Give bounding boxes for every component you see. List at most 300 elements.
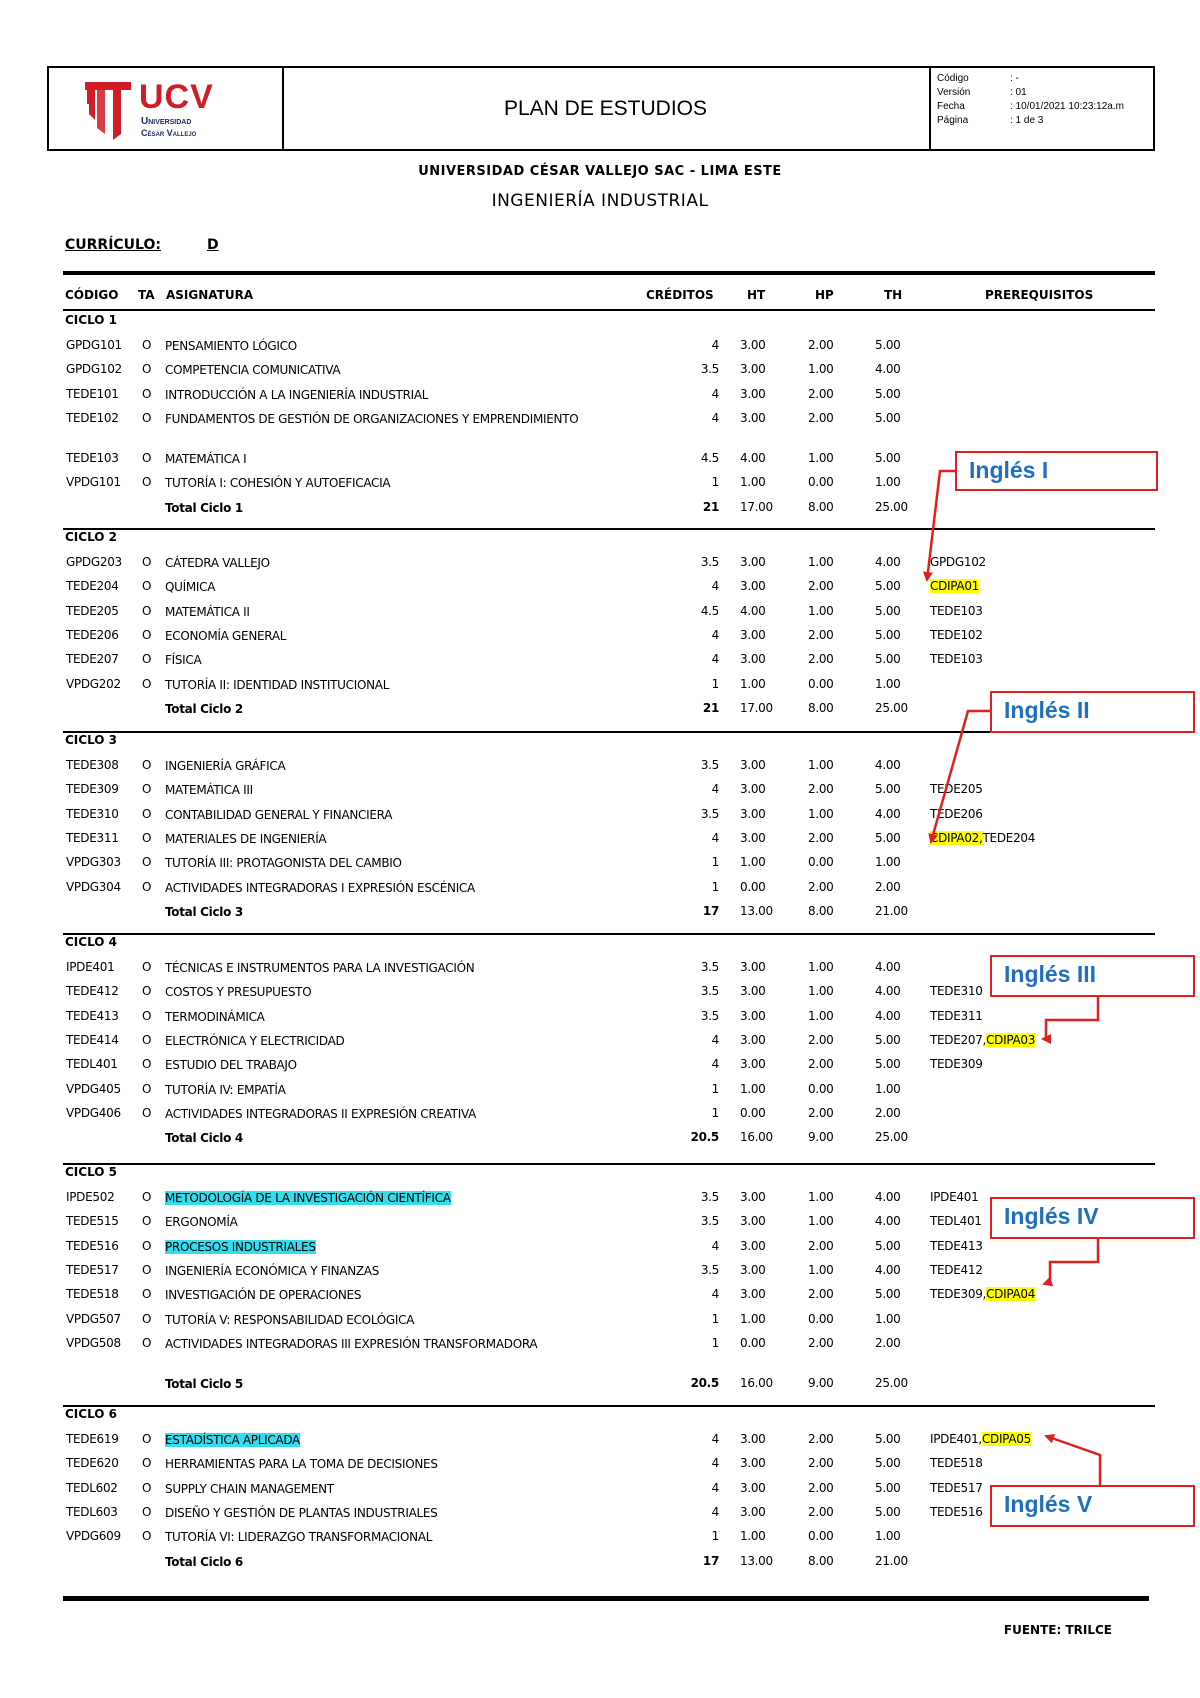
course-credits: 4 bbox=[711, 386, 719, 401]
course-code: TEDE102 bbox=[66, 410, 119, 425]
course-name bbox=[165, 1287, 520, 1303]
cycle-total-row bbox=[0, 500, 1200, 520]
course-credits: 4 bbox=[711, 579, 719, 594]
col-header-prereq: PREREQUISITOS bbox=[985, 288, 1094, 302]
course-name-text: COMPETENCIA COMUNICATIVA bbox=[165, 363, 341, 378]
table-row bbox=[0, 579, 1200, 599]
course-credits: 1 bbox=[711, 1311, 719, 1326]
course-th: 1.00 bbox=[875, 855, 901, 870]
course-prereq bbox=[930, 1009, 983, 1023]
prereq-item: IPDE401 bbox=[930, 1190, 979, 1204]
total-label: Total Ciclo 6 bbox=[165, 1554, 243, 1569]
note-ingles-1: Inglés I bbox=[955, 451, 1158, 491]
course-name bbox=[165, 451, 520, 467]
course-hp: 1.00 bbox=[808, 603, 834, 618]
table-row bbox=[0, 758, 1200, 778]
course-name-text: INTRODUCCIÓN A LA INGENIERÍA INDUSTRIAL bbox=[165, 387, 429, 402]
course-prereq bbox=[930, 831, 1035, 845]
course-name bbox=[165, 628, 520, 644]
course-name-text: ECONOMÍA GENERAL bbox=[165, 628, 287, 643]
course-ht: 3.00 bbox=[740, 652, 766, 667]
course-hp: 1.00 bbox=[808, 450, 834, 465]
course-name-text: TUTORÍA VI: LIDERAZGO TRANSFORMACIONAL bbox=[165, 1530, 433, 1545]
table-row bbox=[0, 1009, 1200, 1029]
course-type: O bbox=[142, 1105, 152, 1120]
course-th: 2.00 bbox=[875, 1335, 901, 1350]
course-ht: 3.00 bbox=[740, 1190, 766, 1204]
course-name-text: INVESTIGACIÓN DE OPERACIONES bbox=[165, 1288, 362, 1303]
total-th: 25.00 bbox=[875, 1130, 908, 1145]
course-ht: 1.00 bbox=[740, 1311, 766, 1326]
course-name bbox=[165, 652, 520, 668]
course-th: 4.00 bbox=[875, 555, 901, 569]
total-ht: 13.00 bbox=[740, 1553, 773, 1568]
course-name-text: FUNDAMENTOS DE GESTIÓN DE ORGANIZACIONES Y EMPRENDIMIENTO bbox=[165, 411, 579, 426]
meta-value: : 10/01/2021 10:23:12a.m bbox=[1010, 101, 1124, 112]
course-prereq bbox=[930, 807, 983, 821]
course-prereq bbox=[930, 628, 983, 642]
course-name bbox=[165, 579, 520, 595]
total-credits: 17 bbox=[702, 903, 719, 918]
course-name-text: TÉCNICAS E INSTRUMENTOS PARA LA INVESTIGACIÓN bbox=[165, 961, 475, 975]
prereq-item: TEDE309 bbox=[930, 1057, 983, 1072]
prereq-item: TEDE311 bbox=[930, 1008, 983, 1023]
course-credits: 4.5 bbox=[700, 603, 719, 618]
course-code: TEDE515 bbox=[66, 1214, 119, 1229]
course-prereq bbox=[930, 579, 979, 593]
course-type: O bbox=[142, 1311, 152, 1326]
course-name-text: ESTUDIO DEL TRABAJO bbox=[165, 1058, 297, 1073]
course-code: TEDE620 bbox=[66, 1456, 119, 1471]
course-ht: 3.00 bbox=[740, 1480, 766, 1495]
course-name bbox=[165, 387, 520, 403]
prereq-item: TEDE412 bbox=[930, 1262, 983, 1277]
course-prereq bbox=[930, 1505, 983, 1519]
table-row bbox=[0, 1287, 1200, 1307]
course-ht: 3.00 bbox=[740, 1287, 766, 1302]
course-th: 5.00 bbox=[875, 1504, 901, 1519]
table-row bbox=[0, 604, 1200, 624]
course-ht: 3.00 bbox=[740, 782, 766, 797]
course-hp: 1.00 bbox=[808, 1214, 834, 1229]
course-code: GPDG102 bbox=[66, 362, 122, 377]
source-footer: FUENTE: TRILCE bbox=[1003, 1623, 1112, 1637]
course-code: VPDG101 bbox=[66, 475, 121, 490]
cycle-total-row bbox=[0, 904, 1200, 924]
course-code: GPDG101 bbox=[66, 338, 122, 352]
course-prereq bbox=[930, 1263, 983, 1277]
total-ht: 17.00 bbox=[740, 700, 773, 715]
course-name-text: CONTABILIDAD GENERAL Y FINANCIERA bbox=[165, 807, 393, 822]
prereq-item: CDIPA04 bbox=[986, 1287, 1036, 1302]
course-code: TEDE516 bbox=[66, 1238, 119, 1253]
course-code: TEDE619 bbox=[66, 1432, 119, 1446]
cycle-title: CICLO 3 bbox=[65, 733, 118, 747]
course-type: O bbox=[142, 652, 152, 667]
table-row bbox=[0, 831, 1200, 851]
total-label: Total Ciclo 2 bbox=[165, 701, 243, 716]
curriculum-value: D bbox=[207, 237, 219, 253]
course-credits: 4 bbox=[711, 1032, 719, 1047]
course-type: O bbox=[142, 555, 152, 569]
course-ht: 3.00 bbox=[740, 362, 766, 377]
course-credits: 3.5 bbox=[700, 806, 719, 821]
course-th: 1.00 bbox=[875, 475, 901, 490]
table-row bbox=[0, 807, 1200, 827]
total-hp: 9.00 bbox=[808, 1375, 834, 1390]
prereq-item: TEDE310 bbox=[930, 984, 983, 999]
course-type: O bbox=[142, 1456, 152, 1471]
cycle-title: CICLO 5 bbox=[65, 1165, 118, 1179]
course-type: O bbox=[142, 1057, 152, 1072]
course-type: O bbox=[142, 1081, 152, 1096]
course-name-text: MATEMÁTICA III bbox=[165, 783, 253, 798]
course-prereq bbox=[930, 652, 983, 666]
prereq-item: TEDE102 bbox=[930, 627, 983, 642]
meta-value: : - bbox=[1010, 73, 1019, 84]
course-code: GPDG203 bbox=[66, 555, 122, 569]
total-credits: 20.5 bbox=[690, 1130, 719, 1145]
course-credits: 1 bbox=[711, 1529, 719, 1544]
course-th: 4.00 bbox=[875, 1190, 901, 1204]
course-name bbox=[165, 555, 520, 571]
course-hp: 1.00 bbox=[808, 1262, 834, 1277]
course-name bbox=[165, 1033, 520, 1049]
course-name bbox=[165, 1432, 520, 1448]
note-ingles-3: Inglés III bbox=[990, 955, 1195, 997]
course-prereq bbox=[930, 984, 983, 998]
prereq-item: CDIPA05 bbox=[981, 1432, 1031, 1446]
course-th: 5.00 bbox=[875, 1432, 901, 1446]
cycle-title: CICLO 4 bbox=[65, 935, 118, 949]
course-code: TEDE412 bbox=[66, 984, 119, 999]
course-name-text: ESTADÍSTICA APLICADA bbox=[165, 1433, 300, 1447]
course-code: TEDE207 bbox=[66, 652, 119, 667]
course-ht: 3.00 bbox=[740, 555, 766, 569]
document-title-text: PLAN DE ESTUDIOS bbox=[503, 96, 708, 120]
course-code: TEDE311 bbox=[66, 830, 119, 845]
course-name bbox=[165, 807, 520, 823]
course-type: O bbox=[142, 362, 152, 377]
course-prereq bbox=[930, 604, 983, 618]
course-name bbox=[165, 338, 520, 354]
total-label: Total Ciclo 3 bbox=[165, 904, 243, 919]
total-ht: 16.00 bbox=[740, 1130, 773, 1145]
course-ht: 4.00 bbox=[740, 450, 766, 465]
course-credits: 3.5 bbox=[700, 758, 719, 772]
prereq-item: TEDE103 bbox=[930, 652, 983, 667]
course-prereq bbox=[930, 1239, 983, 1253]
total-label: Total Ciclo 4 bbox=[165, 1131, 243, 1146]
course-type: O bbox=[142, 410, 152, 425]
logo-subtitle-2: César Vallejo bbox=[141, 128, 197, 138]
course-credits: 4 bbox=[711, 1504, 719, 1519]
meta-value: : 1 de 3 bbox=[1010, 115, 1044, 126]
course-type: O bbox=[142, 879, 152, 894]
course-type: O bbox=[142, 603, 152, 618]
course-name-text: CÁTEDRA VALLEJO bbox=[165, 556, 270, 570]
program-name: INGENIERÍA INDUSTRIAL bbox=[491, 191, 709, 211]
prereq-item: TEDE413 bbox=[930, 1238, 983, 1253]
course-hp: 1.00 bbox=[808, 806, 834, 821]
document-header bbox=[47, 66, 1155, 151]
course-th: 5.00 bbox=[875, 1456, 901, 1471]
course-credits: 3.5 bbox=[700, 555, 719, 569]
total-label: Total Ciclo 1 bbox=[165, 500, 243, 515]
course-th: 2.00 bbox=[875, 1105, 901, 1120]
course-hp: 2.00 bbox=[808, 579, 834, 594]
cycle-total-row bbox=[0, 1130, 1200, 1150]
course-ht: 3.00 bbox=[740, 984, 766, 999]
course-ht: 3.00 bbox=[740, 1214, 766, 1229]
course-type: O bbox=[142, 627, 152, 642]
table-row bbox=[0, 652, 1200, 672]
prereq-item: TEDE516 bbox=[930, 1504, 983, 1519]
course-hp: 2.00 bbox=[808, 1504, 834, 1519]
course-hp: 1.00 bbox=[808, 758, 834, 772]
course-name-text: QUÍMICA bbox=[165, 580, 216, 595]
course-hp: 0.00 bbox=[808, 1311, 834, 1326]
course-hp: 1.00 bbox=[808, 1008, 834, 1023]
course-hp: 0.00 bbox=[808, 1529, 834, 1544]
course-th: 5.00 bbox=[875, 1057, 901, 1072]
course-name-text: ELECTRÓNICA Y ELECTRICIDAD bbox=[165, 1033, 345, 1048]
course-type: O bbox=[142, 338, 152, 352]
course-th: 5.00 bbox=[875, 652, 901, 667]
course-prereq bbox=[930, 1456, 983, 1470]
table-row bbox=[0, 1033, 1200, 1053]
course-type: O bbox=[142, 1032, 152, 1047]
course-th: 5.00 bbox=[875, 1287, 901, 1302]
course-hp: 2.00 bbox=[808, 1032, 834, 1047]
course-hp: 0.00 bbox=[808, 855, 834, 870]
course-name-text: FÍSICA bbox=[165, 653, 202, 668]
course-name-text: MATEMÁTICA I bbox=[165, 451, 247, 466]
course-code: VPDG406 bbox=[66, 1105, 121, 1120]
cycle-title: CICLO 6 bbox=[65, 1407, 118, 1421]
course-hp: 0.00 bbox=[808, 475, 834, 490]
course-hp: 2.00 bbox=[808, 410, 834, 425]
course-prereq bbox=[930, 1033, 1035, 1047]
total-hp: 8.00 bbox=[808, 1553, 834, 1568]
course-name-text: MATEMÁTICA II bbox=[165, 604, 250, 619]
course-name bbox=[165, 1009, 520, 1025]
course-credits: 3.5 bbox=[700, 1214, 719, 1229]
course-th: 4.00 bbox=[875, 362, 901, 377]
course-name bbox=[165, 475, 520, 491]
course-code: VPDG202 bbox=[66, 676, 121, 691]
course-type: O bbox=[142, 579, 152, 594]
course-name bbox=[165, 1106, 520, 1122]
table-row bbox=[0, 1239, 1200, 1259]
table-row bbox=[0, 362, 1200, 382]
note-ingles-5: Inglés V bbox=[990, 1485, 1195, 1527]
course-type: O bbox=[142, 806, 152, 821]
course-code: VPDG405 bbox=[66, 1081, 121, 1096]
course-ht: 3.00 bbox=[740, 579, 766, 594]
course-ht: 1.00 bbox=[740, 676, 766, 691]
course-hp: 2.00 bbox=[808, 879, 834, 894]
prereq-item: CDIPA01 bbox=[930, 579, 980, 594]
course-ht: 3.00 bbox=[740, 338, 766, 352]
meta-value: : 01 bbox=[1010, 87, 1027, 98]
course-ht: 1.00 bbox=[740, 855, 766, 870]
course-hp: 2.00 bbox=[808, 1287, 834, 1302]
course-hp: 2.00 bbox=[808, 1456, 834, 1471]
course-ht: 3.00 bbox=[740, 1238, 766, 1253]
course-name bbox=[165, 880, 520, 896]
course-code: VPDG304 bbox=[66, 879, 121, 894]
course-credits: 1 bbox=[711, 475, 719, 490]
total-th: 25.00 bbox=[875, 499, 908, 514]
course-credits: 3.5 bbox=[700, 1190, 719, 1204]
course-type: O bbox=[142, 1480, 152, 1495]
course-hp: 2.00 bbox=[808, 1335, 834, 1350]
course-credits: 1 bbox=[711, 855, 719, 870]
course-prereq bbox=[930, 782, 983, 796]
total-hp: 8.00 bbox=[808, 903, 834, 918]
col-header-credits: CRÉDITOS bbox=[646, 288, 714, 302]
total-th: 21.00 bbox=[875, 903, 908, 918]
course-th: 1.00 bbox=[875, 1081, 901, 1096]
logo-subtitle-1: Universidad bbox=[141, 116, 192, 127]
table-row bbox=[0, 1057, 1200, 1077]
course-hp: 0.00 bbox=[808, 1081, 834, 1096]
course-credits: 4 bbox=[711, 627, 719, 642]
document-meta bbox=[929, 68, 1153, 149]
course-name-text: INGENIERÍA GRÁFICA bbox=[165, 759, 286, 773]
course-th: 5.00 bbox=[875, 579, 901, 594]
course-credits: 1 bbox=[711, 1105, 719, 1120]
table-row bbox=[0, 1312, 1200, 1332]
course-type: O bbox=[142, 1190, 152, 1204]
course-credits: 4 bbox=[711, 782, 719, 797]
university-name: UNIVERSIDAD CÉSAR VALLEJO SAC - LIMA ESTE bbox=[418, 164, 782, 179]
course-credits: 4.5 bbox=[700, 450, 719, 465]
course-hp: 2.00 bbox=[808, 782, 834, 797]
table-row bbox=[0, 1082, 1200, 1102]
table-row bbox=[0, 628, 1200, 648]
total-credits: 21 bbox=[702, 700, 719, 715]
course-type: O bbox=[142, 830, 152, 845]
course-prereq bbox=[930, 1432, 1031, 1446]
course-credits: 1 bbox=[711, 879, 719, 894]
course-name-text: METODOLOGÍA DE LA INVESTIGACIÓN CIENTÍFICA bbox=[165, 1191, 451, 1205]
course-hp: 2.00 bbox=[808, 1057, 834, 1072]
course-code: IPDE401 bbox=[66, 960, 115, 974]
course-th: 5.00 bbox=[875, 410, 901, 425]
course-name-text: ACTIVIDADES INTEGRADORAS III EXPRESIÓN TRANSFORMADORA bbox=[165, 1336, 538, 1351]
course-name-text: HERRAMIENTAS PARA LA TOMA DE DECISIONES bbox=[165, 1457, 438, 1472]
course-ht: 3.00 bbox=[740, 830, 766, 845]
course-name-text: DISEÑO Y GESTIÓN DE PLANTAS INDUSTRIALES bbox=[165, 1505, 438, 1520]
course-ht: 3.00 bbox=[740, 1432, 766, 1446]
table-row bbox=[0, 1263, 1200, 1283]
course-name bbox=[165, 1239, 520, 1255]
prereq-item: TEDE103 bbox=[930, 603, 983, 618]
course-code: TEDE103 bbox=[66, 450, 119, 465]
course-hp: 2.00 bbox=[808, 1432, 834, 1446]
course-code: TEDE413 bbox=[66, 1008, 119, 1023]
course-type: O bbox=[142, 1529, 152, 1544]
course-th: 5.00 bbox=[875, 386, 901, 401]
course-hp: 0.00 bbox=[808, 676, 834, 691]
course-prereq bbox=[930, 1481, 983, 1495]
header-rule bbox=[63, 309, 1155, 311]
course-code: TEDE204 bbox=[66, 579, 119, 594]
course-th: 4.00 bbox=[875, 806, 901, 821]
course-name-text: INGENIERÍA ECONÓMICA Y FINANZAS bbox=[165, 1263, 380, 1278]
course-credits: 4 bbox=[711, 1432, 719, 1446]
course-name bbox=[165, 1456, 520, 1472]
course-credits: 1 bbox=[711, 676, 719, 691]
table-row bbox=[0, 855, 1200, 875]
course-credits: 3.5 bbox=[700, 1008, 719, 1023]
total-credits: 17 bbox=[702, 1553, 719, 1568]
prereq-item: TEDE309, bbox=[930, 1287, 987, 1302]
course-name-text: TUTORÍA III: PROTAGONISTA DEL CAMBIO bbox=[165, 856, 402, 871]
logo-text: UCV bbox=[139, 78, 214, 116]
course-name-text: TERMODINÁMICA bbox=[165, 1009, 265, 1024]
table-row bbox=[0, 1529, 1200, 1549]
course-ht: 3.00 bbox=[740, 806, 766, 821]
prereq-item: TEDE204 bbox=[982, 830, 1036, 845]
course-type: O bbox=[142, 1504, 152, 1519]
course-credits: 1 bbox=[711, 1081, 719, 1096]
course-code: VPDG508 bbox=[66, 1335, 121, 1350]
curriculum-label: CURRÍCULO: bbox=[65, 237, 161, 253]
table-row bbox=[0, 1106, 1200, 1126]
cycle-divider bbox=[63, 1163, 1155, 1165]
total-th: 25.00 bbox=[875, 1375, 908, 1390]
course-th: 5.00 bbox=[875, 1480, 901, 1495]
course-credits: 3.5 bbox=[700, 362, 719, 377]
total-credits: 21 bbox=[702, 499, 719, 514]
bottom-rule bbox=[63, 1596, 1149, 1601]
prereq-item: TEDE205 bbox=[930, 782, 983, 797]
course-code: TEDE205 bbox=[66, 603, 119, 618]
prereq-item: TEDE207, bbox=[930, 1032, 987, 1047]
course-name-text: TUTORÍA IV: EMPATÍA bbox=[165, 1082, 286, 1097]
course-th: 5.00 bbox=[875, 1238, 901, 1253]
course-name-text: TUTORÍA I: COHESIÓN Y AUTOEFICACIA bbox=[165, 476, 391, 491]
table-row bbox=[0, 338, 1200, 358]
cycle-total-row bbox=[0, 1554, 1200, 1574]
prereq-item: TEDE206 bbox=[930, 806, 983, 821]
course-th: 5.00 bbox=[875, 603, 901, 618]
course-name bbox=[165, 1529, 520, 1545]
course-code: TEDE309 bbox=[66, 782, 119, 797]
course-type: O bbox=[142, 855, 152, 870]
cycle-total-row bbox=[0, 1376, 1200, 1396]
course-hp: 1.00 bbox=[808, 362, 834, 377]
course-name bbox=[165, 411, 579, 427]
course-ht: 0.00 bbox=[740, 1335, 766, 1350]
course-name bbox=[165, 1214, 520, 1230]
course-ht: 3.00 bbox=[740, 1456, 766, 1471]
course-name bbox=[165, 604, 520, 620]
course-ht: 4.00 bbox=[740, 603, 766, 618]
total-th: 21.00 bbox=[875, 1553, 908, 1568]
course-prereq bbox=[930, 1287, 1035, 1301]
course-ht: 1.00 bbox=[740, 1529, 766, 1544]
course-code: VPDG507 bbox=[66, 1311, 121, 1326]
course-credits: 4 bbox=[711, 338, 719, 352]
course-name bbox=[165, 855, 520, 871]
course-th: 1.00 bbox=[875, 1311, 901, 1326]
course-name bbox=[165, 1312, 520, 1328]
table-row bbox=[0, 1456, 1200, 1476]
